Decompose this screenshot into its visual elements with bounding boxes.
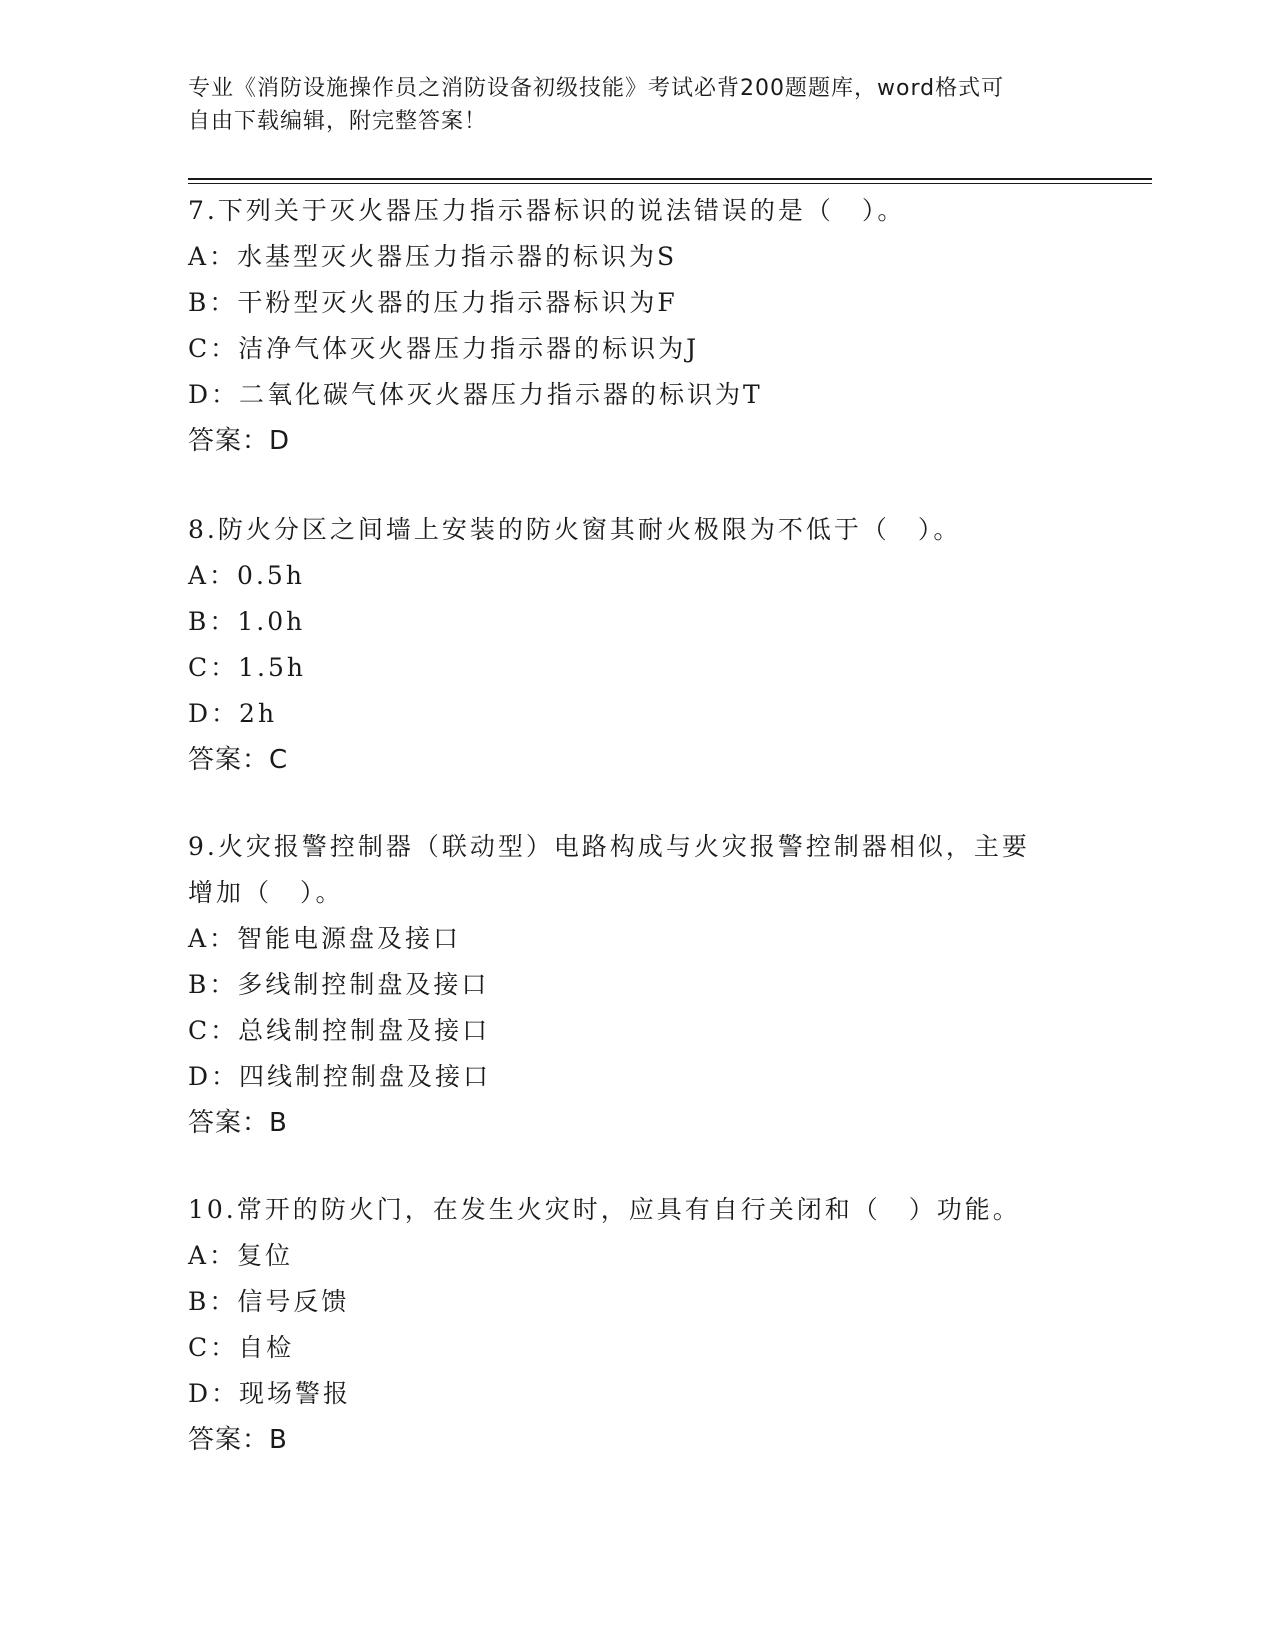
option-d: D：2h [188, 699, 278, 728]
question-stem-line-2: 增加（ ）。 [188, 878, 344, 907]
option-c: C：总线制控制盘及接口 [188, 1016, 491, 1045]
document-header [188, 72, 1068, 138]
answer-label: 答案：B [188, 1425, 288, 1455]
option-c: C：1.5h [188, 653, 306, 682]
question-stem-line-1: 9.火灾报警控制器（联动型）电路构成与火灾报警控制器相似，主要 [188, 832, 1030, 861]
option-d: D：二氧化碳气体灭火器压力指示器的标识为T [188, 380, 763, 409]
header-divider-thick [188, 178, 1152, 180]
option-b: B：1.0h [188, 607, 306, 636]
option-d: D：四线制控制盘及接口 [188, 1062, 492, 1091]
answer-label: 答案：B [188, 1108, 288, 1138]
option-c: C：自检 [188, 1333, 295, 1362]
option-b: B：多线制控制盘及接口 [188, 970, 490, 999]
answer-label: 答案：D [188, 426, 291, 456]
question-10 [188, 1187, 1068, 1463]
option-a: A：水基型灭火器压力指示器的标识为S [188, 242, 678, 271]
option-d: D：现场警报 [188, 1379, 352, 1408]
header-divider-thin [188, 183, 1152, 184]
option-b: B：信号反馈 [188, 1287, 350, 1316]
header-line-1: 专业《消防设施操作员之消防设备初级技能》考试必背200题题库，word格式可 [188, 76, 1005, 101]
option-a: A：智能电源盘及接口 [188, 924, 462, 953]
option-a: A：复位 [188, 1241, 294, 1270]
question-stem: 8.防火分区之间墙上安装的防火窗其耐火极限为不低于（ ）。 [188, 515, 962, 544]
question-8 [188, 507, 1068, 783]
answer-label: 答案：C [188, 745, 289, 775]
option-b: B：干粉型灭火器的压力指示器标识为F [188, 288, 678, 317]
option-c: C：洁净气体灭火器压力指示器的标识为J [188, 334, 700, 363]
question-stem: 10.常开的防火门，在发生火灾时，应具有自行关闭和（ ）功能。 [188, 1195, 1021, 1224]
question-stem: 7.下列关于灭火器压力指示器标识的说法错误的是（ ）。 [188, 196, 906, 225]
question-7 [188, 188, 1068, 464]
option-a: A：0.5h [188, 561, 305, 590]
question-9 [188, 824, 1068, 1146]
header-line-2: 自由下载编辑，附完整答案！ [188, 109, 488, 134]
